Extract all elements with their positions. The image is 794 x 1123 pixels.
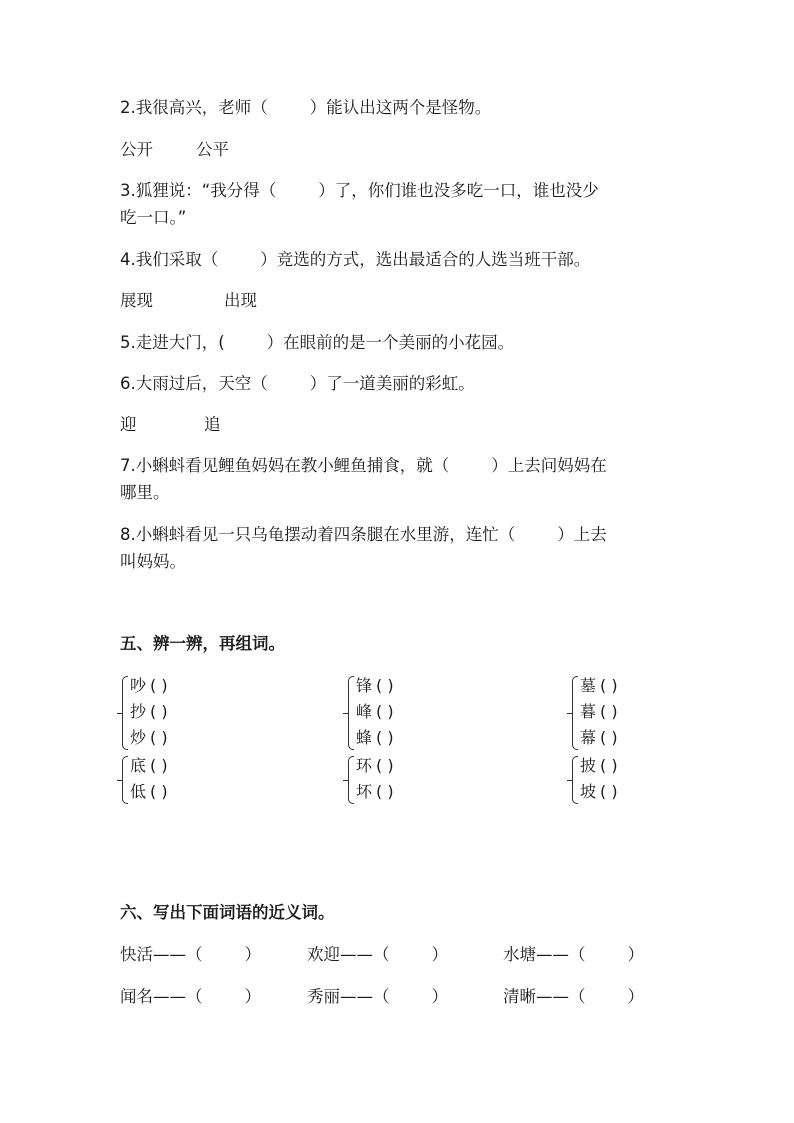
brace (348, 676, 354, 750)
brace (122, 756, 128, 804)
synonym-item: 欢迎——（ ） (307, 945, 448, 964)
option-word: 追 (204, 415, 221, 434)
option-word: 展现 (120, 291, 153, 310)
synonym-item: 秀丽——（ ） (307, 987, 448, 1006)
question-2: 2.我很高兴，老师（ ）能认出这两个是怪物。 (120, 98, 492, 117)
synonym-item: 闻名——（ ） (120, 987, 261, 1006)
word-row: 抄 ( ) (130, 702, 168, 721)
word-row: 炒 ( ) (130, 728, 168, 747)
section-5-title: 五、辨一辨，再组词。 (120, 634, 285, 653)
word-row: 低 ( ) (130, 782, 168, 801)
option-word: 出现 (224, 291, 257, 310)
brace (348, 756, 354, 804)
option-word: 迎 (120, 415, 137, 434)
brace (572, 676, 578, 750)
word-row: 峰 ( ) (356, 702, 394, 721)
section-6-title: 六、写出下面词语的近义词。 (120, 903, 335, 922)
word-row: 底 ( ) (130, 756, 168, 775)
word-row: 披 ( ) (580, 756, 618, 775)
question-8-line-1: 8.小蝌蚪看见一只乌龟摆动着四条腿在水里游，连忙（ ）上去 (120, 525, 607, 544)
option-word: 公平 (196, 140, 229, 159)
question-8-line-2: 叫妈妈。 (120, 552, 186, 571)
word-row: 墓 ( ) (580, 676, 618, 695)
word-row: 蜂 ( ) (356, 728, 394, 747)
word-row: 环 ( ) (356, 756, 394, 775)
synonym-item: 快活——（ ） (120, 945, 261, 964)
word-row: 暮 ( ) (580, 702, 618, 721)
question-4: 4.我们采取（ ）竞选的方式，选出最适合的人选当班干部。 (120, 250, 591, 269)
question-7-line-2: 哪里。 (120, 483, 170, 502)
question-3-line-2: 吃一口。” (120, 208, 187, 227)
option-word: 公开 (120, 140, 153, 159)
question-3-line-1: 3.狐狸说：“我分得（ ）了，你们谁也没多吃一口，谁也没少 (120, 181, 599, 200)
synonym-item: 水塘——（ ） (503, 945, 644, 964)
word-row: 幕 ( ) (580, 728, 618, 747)
question-6: 6.大雨过后，天空（ ）了一道美丽的彩虹。 (120, 374, 475, 393)
brace (572, 756, 578, 804)
word-row: 锋 ( ) (356, 676, 394, 695)
brace (122, 676, 128, 750)
word-row: 坡 ( ) (580, 782, 618, 801)
word-row: 吵 ( ) (130, 676, 168, 695)
question-7-line-1: 7.小蝌蚪看见鲤鱼妈妈在教小鲤鱼捕食，就（ ）上去问妈妈在 (120, 456, 607, 475)
synonym-item: 清晰——（ ） (503, 987, 644, 1006)
word-row: 坏 ( ) (356, 782, 394, 801)
question-5: 5.走进大门，( ）在眼前的是一个美丽的小花园。 (120, 333, 515, 352)
